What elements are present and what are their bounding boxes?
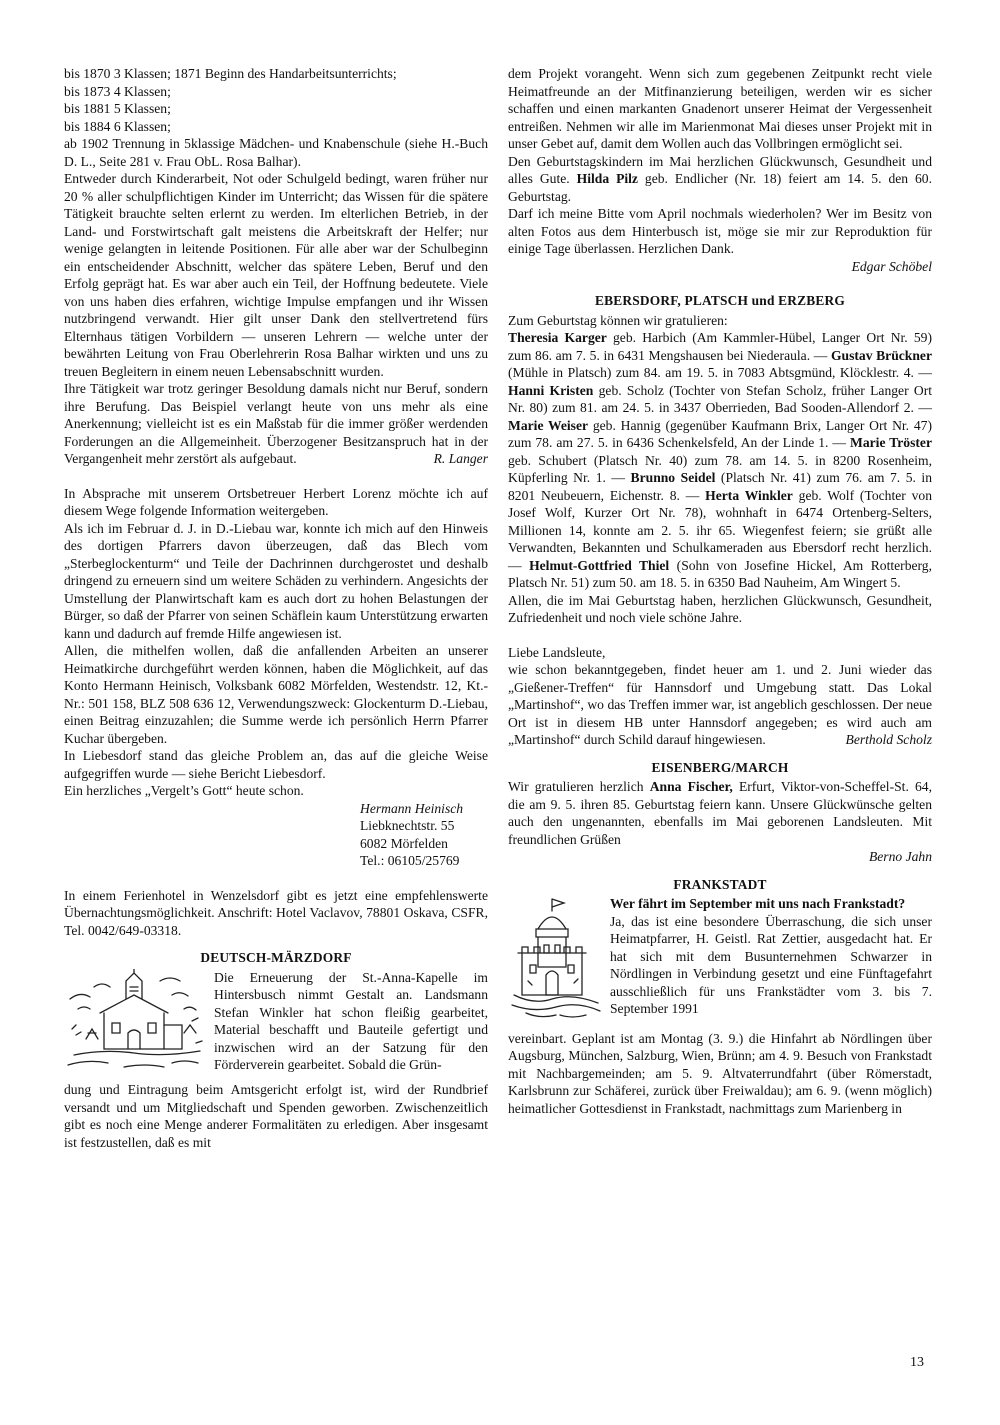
birthday-name: Anna Fischer, bbox=[649, 779, 733, 794]
ebersdorf-birthdays bbox=[508, 329, 932, 592]
chapel-text: Die Erneuerung der St.-Anna-Kapelle im Hintersbusch nimmt Gestalt an. Landsmann Stefan Winkler hat schon fleißig gearbeitet, Material beschafft und Bauteile gefertigt und inzwischen wird an der Satzung für den Förderverein gearbeitet. Sobald die Grün- bbox=[214, 969, 488, 1072]
address-street: Liebknechtstr. 55 bbox=[360, 818, 455, 833]
chapel-drawing-icon bbox=[64, 969, 210, 1077]
ebersdorf-closing: Allen, die im Mai Geburtstag haben, herzlichen Glückwunsch, Gesundheit, Zufriedenheit und noch viele schöne Jahre. bbox=[508, 592, 932, 625]
birthday-name: Marie Tröster bbox=[850, 435, 932, 450]
address-name: Hermann Heinisch bbox=[360, 800, 464, 816]
info-intro-paragraph: In Absprache mit unserem Ortsbetreuer Herbert Lorenz möchte ich auf diesem Wege folgende Information weitergeben. bbox=[64, 485, 488, 518]
spacer bbox=[64, 468, 488, 485]
spacer bbox=[64, 870, 488, 887]
heading-deutsch-maerzdorf: DEUTSCH-MÄRZDORF bbox=[200, 950, 352, 965]
spacer bbox=[508, 866, 932, 876]
birthday-name: Helmut-Gottfried Thiel bbox=[529, 557, 670, 573]
town-tower-drawing-icon bbox=[508, 895, 604, 1025]
birthday-name: Brunno Seidel bbox=[630, 470, 716, 485]
thanks-line: Ein herzliches „Vergelt’s Gott“ heute schon. bbox=[64, 783, 304, 798]
frankstadt-body: Ja, das ist eine besondere Überraschung, die sich unser Heimatpfarrer, H. Geistl. Rat Zettier, ausgedacht hat. Er hat sich mit dem Busunternehmen Schwarzer in Nördlingen in Verbindung gesetzt und eine Fünftagefahrt ausschließlich für uns Frankstädter vom 3. bis 7. September 1991 bbox=[610, 913, 932, 1016]
spacer bbox=[508, 627, 932, 644]
birthday-detail: geb. Hannig (gegenüber Kaufmann Brix, Langer Ort Nr. 47) zum 78. am 27. 5. in 6436 Schenkelsfeld, An der Linde 1. — bbox=[508, 417, 932, 450]
birthday-text-2: geb. Endlicher (Nr. 18) feiert am 14. 5. den 60. Geburtstag. bbox=[508, 171, 933, 204]
birthday-name: Hilda Pilz bbox=[576, 171, 638, 186]
project-paragraph: dem Projekt vorangeht. Wenn sich zum gegebenen Zeitpunkt recht viele Heimatfreunde an der Mitfinanzierung beteiligen, werden wir es sicher schaffen und einen markanten Gnadenort unserer Heimat der Vergessenheit entreißen. Nehmen wir alle im Marienmonat Mai dieses unser Projekt mit in unser Gebet auf, damit dem Wollen auch das Vollbringen ermöglicht sei. bbox=[508, 66, 932, 151]
photo-request-paragraph: Darf ich meine Bitte vom April nochmals wiederholen? Wer im Besitz von alten Fotos aus dem Hinterbusch ist, möge sie mir zur Reproduktion für einige Tage überlassen. Herzlichen Dank. bbox=[508, 206, 932, 256]
birthday-detail: (Mühle in Platsch) zum 84. am 19. 5. in 7083 Abtsgmünd, Klöcklestr. 4. — bbox=[508, 365, 932, 380]
birthday-detail: (Sohn von Josefine Hickel, Am Rotterberg, Platsch Nr. 51) zum 50. am 18. 5. in 6350 Bad Nauheim, Am Wingert 5. bbox=[508, 557, 932, 590]
frankstadt-illustration bbox=[508, 895, 604, 1030]
frankstadt-section bbox=[508, 895, 932, 1030]
birthday-text: Den Geburtstagskindern im Mai herzlichen Glückwunsch, Gesundheit und alles Gute. bbox=[508, 153, 932, 186]
heading-frankstadt: FRANKSTADT bbox=[673, 876, 767, 892]
birthday-name: Marie Weiser bbox=[508, 417, 589, 433]
chapel-illustration bbox=[64, 969, 210, 1082]
birthday-name: Hanni Kristen bbox=[508, 382, 594, 398]
class-list-line: bis 1884 6 Klassen; bbox=[64, 118, 171, 134]
frankstadt-text bbox=[610, 895, 932, 1030]
landsleute-text: wie schon bekanntgegeben, findet heuer am 1. und 2. Juni wieder das „Gießener-Treffen“ für Hannsdorf und Umgebung statt. Das Lokal „Martinshof“, wo das Treffen immer war, ist angeblich geschlossen. Der neue Ort ist in diesem HB unter Hannsdorf angegeben; es wird auch am „Martinshof“ durch Schild darauf hingewiesen. bbox=[508, 662, 932, 747]
class-list-line: ab 1902 Trennung in 5klassige Mädchen- und Knabenschule (siehe H.-Buch D. L., Seite 281 v. Frau ObL. Rosa Balhar). bbox=[64, 136, 488, 169]
birthday-detail: geb. Harbich (Am Kammler-Hübel, Langer Ort Nr. 59) zum 86. am 7. 5. in 6431 Mengshausen bei Niederaula. — bbox=[508, 330, 932, 363]
class-list-line: bis 1873 4 Klassen; bbox=[64, 83, 171, 99]
page-number: 13 bbox=[910, 1355, 924, 1370]
birthday-detail: geb. Schubert (Platsch Nr. 40) zum 78. am 14. 5. in 8200 Rosenheim, Küpferling Nr. 1. — bbox=[508, 452, 932, 485]
hotel-paragraph: In einem Ferienhotel in Wenzelsdorf gibt es jetzt eine empfehlenswerte Übernachtungsmöglichkeit. Anschrift: Hotel Vaclavov, 78801 Oskava, CSFR, Tel. 0042/649-03318. bbox=[64, 887, 488, 938]
birthday-paragraph bbox=[508, 153, 932, 206]
spacer bbox=[508, 749, 932, 759]
left-column bbox=[64, 65, 488, 1151]
birthday-detail: (Platsch Nr. 41) zum 76. am 7. 5. in 8201 Neubeuern, Eichenstr. 8. — bbox=[508, 470, 932, 503]
liebesdorf-paragraph: In Liebesdorf stand das gleiche Problem an, das auf die gleiche Weise aufgegriffen wurde — siehe Bericht Liebesdorf. bbox=[64, 748, 488, 781]
signature-r-langer: R. Langer bbox=[433, 451, 488, 466]
eisenberg-text-2: Erfurt, Viktor-von-Scheffel-St. 64, die am 9. 5. ihren 85. Geburtstag feiern kann. Unsere Glückwünsche gelten auch den ungenannten, ebenfalls im Mai geborenen Landsleuten. Mit freundlichen Grüßen bbox=[508, 779, 932, 847]
frankstadt-body-continued: vereinbart. Geplant ist am Montag (3. 9.) die Hinfahrt ab Nördlingen über Augsburg, München, Salzburg, Wien, Brünn; am 4. 9. Besuch von Frankstadt mit Nachbargemeinden; am 5. 9. Altvaterrundfahrt (über Römerstadt, Karlsbrunn zur Schäferei, zurück über Freiwaldau); am 6. 9. (wenn möglich) heimatlicher Gottesdienst in Frankstadt, nachmittags zum Marienberg in bbox=[508, 1030, 932, 1116]
chapel-section bbox=[64, 969, 488, 1082]
bell-tower-paragraph: Als ich im Februar d. J. in D.-Liebau war, konnte ich mich auf den Hinweis des dortigen Pfarrers davon überzeugen, daß das Blech vom „Sterbeglockenturm“ und Teile der Dachrinnen durchgerostet und deshalb dringend zu erneuern sind um weitere Schäden zu verhindern. Angesichts der Umstellung der Planwirtschaft kam es auch dort zu hohen Belastungen der Bürger, so daß der Pfarrer von seinen Schäflein kaum Unterstützung erwarten kann und dadurch auf fremde Hilfe angewiesen ist. bbox=[64, 520, 488, 641]
eisenberg-paragraph bbox=[508, 778, 932, 848]
signature-berthold-scholz: Berthold Scholz bbox=[845, 732, 932, 747]
landsleute-greeting: Liebe Landsleute, bbox=[508, 644, 606, 660]
spacer bbox=[64, 939, 488, 949]
landsleute-paragraph bbox=[508, 661, 932, 749]
school-history-paragraph: Entweder durch Kinderarbeit, Not oder Schulgeld bedingt, waren früher nur 20 % aller schulpflichtigen Kinder im Unterricht; das Wissen für die spätere Tätigkeit brauchte selten erlernt zu werden. Im elterlichen Betrieb, in der Land- und Forstwirtschaft galt meistens die Arbeitskraft der Helfer; nur wenige gelangten in leitende Positionen. Für alle aber war der Schulbeginn ein entscheidender Abschnitt, welcher das spätere Leben, Beruf und den Erfolg geprägt hat. Es war aber auch ein Teil, der Hoffnung bedeutete. Viele von uns haben dies erfahren, wichtige Impulse empfangen und ihr Wissen nutzbringend verwandt. Hier gilt unser Dank den stellvertretend fürs Elternhaus tätigen Vorbildern — unseren Lehrern — welche unter der bewährten Leitung von Frau Oberlehrerin Rosa Balhar wirkten und uns zu treuen Begleitern in einem neuen Lebensabschnitt wurden. bbox=[64, 171, 488, 379]
address-block bbox=[360, 800, 488, 870]
heading-eisenberg: EISENBERG/MARCH bbox=[651, 759, 789, 775]
spacer bbox=[508, 275, 932, 292]
eisenberg-text: Wir gratulieren herzlich bbox=[508, 779, 644, 794]
birthday-detail: geb. Wolf (Tochter von Josef Wolf, Kurzer Ort Nr. 78), wohnhaft in 6474 Ortenberg-Selters, Millionen 14, konnte am 2. 5. ihr 65. Wiegenfest feiern; sie grüßt alle Verwandten, Bekannten und Schulkameraden aus Ebersdorf recht herzlich. — bbox=[508, 487, 933, 573]
class-list-line: bis 1881 5 Klassen; bbox=[64, 101, 171, 116]
teacher-tribute-paragraph bbox=[64, 380, 488, 468]
heading-ebersdorf: EBERSDORF, PLATSCH und ERZBERG bbox=[594, 293, 846, 308]
class-list-line: bis 1870 3 Klassen; 1871 Beginn des Handarbeitsunterrichts; bbox=[64, 66, 397, 81]
birthday-detail: geb. Scholz (Tochter von Stefan Scholz, früher Langer Ort Nr. 80) zum 81. am 24. 5. in 3437 Oberrieden, Bad Sooden-Allendorf 2. — bbox=[508, 382, 932, 415]
address-city: 6082 Mörfelden bbox=[360, 835, 448, 851]
teacher-tribute-text: Ihre Tätigkeit war trotz geringer Besoldung damals nicht nur Beruf, sondern ihre Berufung. Das Beispiel verlangt heute von uns mehr als eine Anerkennung; vielleicht ist es ein Maßstab für die immer größer werdenden Forderungen an die Allgemeinheit. Überzogener Besitzanspruch hat in der Vergangenheit mehr zerstört als aufgebaut. bbox=[64, 381, 488, 466]
donation-paragraph: Allen, die mithelfen wollen, daß die anfallenden Arbeiten an unserer Heimatkirche durchgeführt werden können, haben die Möglichkeit, auf das Konto Hermann Heinisch, Volksbank 6082 Mörfelden, Westendstr. 12, Kt.-Nr.: 501 158, BLZ 508 636 12, Verwendungszweck: Glockenturm D.-Liebau, einen Beitrag einzuzahlen; die Summe werde ich persönlich Herrn Pfarrer Kuchar übergeben. bbox=[64, 643, 488, 746]
signature-berno-jahn: Berno Jahn bbox=[868, 849, 932, 864]
birthday-name: Herta Winkler bbox=[705, 487, 793, 503]
address-phone: Tel.: 06105/25769 bbox=[360, 853, 460, 868]
right-column bbox=[508, 65, 932, 1117]
ebersdorf-intro: Zum Geburtstag können wir gratulieren: bbox=[508, 312, 728, 328]
chapel-text-continued: dung und Eintragung beim Amtsgericht erfolgt ist, wird der Rundbrief versandt und um Mitgliedschaft und Spenden geworben. Zwischenzeitlich gibt es noch eine Menge anderer Formalitäten zu erledigen. Aber insgesamt ist festzustellen, daß es mit bbox=[64, 1082, 488, 1150]
birthday-name: Gustav Brückner bbox=[830, 347, 932, 363]
signature-edgar-schoebel: Edgar Schöbel bbox=[851, 258, 932, 274]
birthday-name: Theresia Karger bbox=[508, 330, 607, 345]
frankstadt-subheading: Wer fährt im September mit uns nach Frankstadt? bbox=[610, 896, 906, 911]
